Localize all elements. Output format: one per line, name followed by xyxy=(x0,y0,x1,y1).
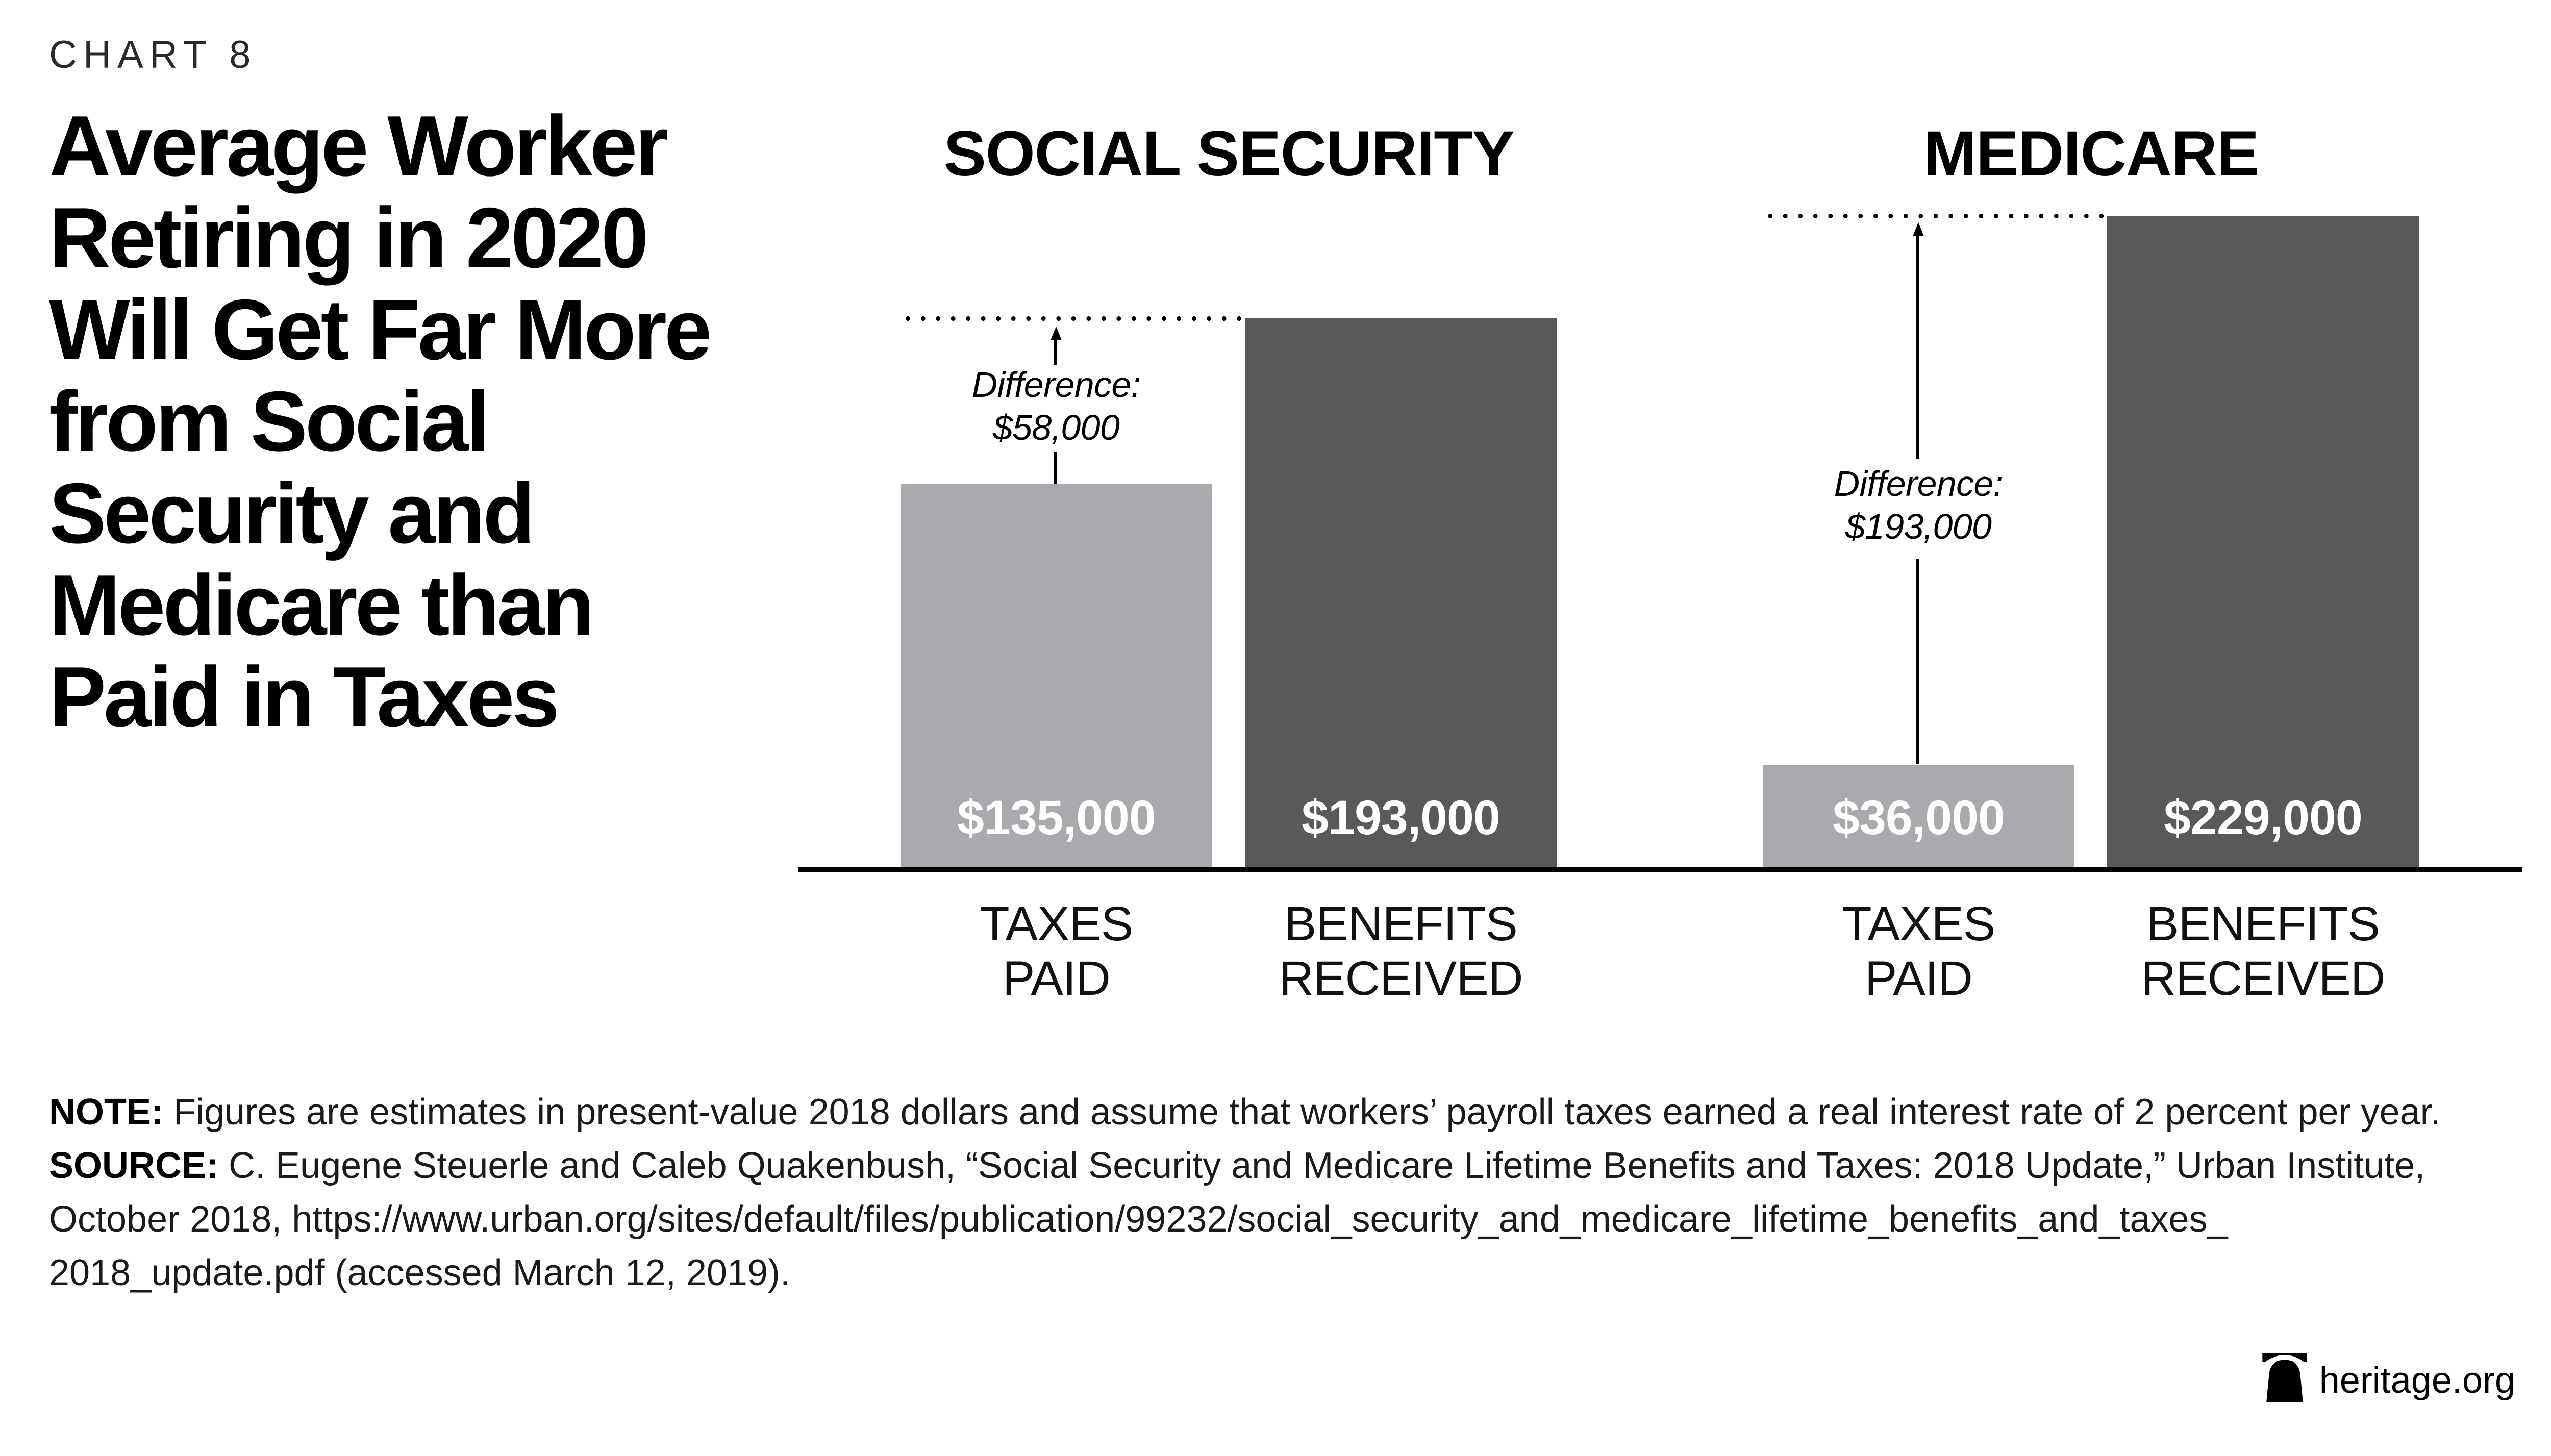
chart-title-line: Medicare than xyxy=(49,557,592,653)
social-security-group-header: SOCIAL SECURITY xyxy=(943,118,1514,189)
source-label: SOURCE: xyxy=(49,1145,219,1186)
note-line xyxy=(49,1086,2508,1139)
liberty-bell-icon xyxy=(2262,1353,2307,1402)
difference-caption: Difference: xyxy=(971,365,1141,405)
category-label-line: RECEIVED xyxy=(2141,951,2385,1006)
chart-title-line: Retiring in 2020 xyxy=(49,190,646,286)
chart-title-line: from Social xyxy=(49,373,488,469)
source-text: 2018_update.pdf (accessed March 12, 2019). xyxy=(49,1252,790,1293)
chart-title-line: Security and xyxy=(49,465,533,561)
category-label-line: RECEIVED xyxy=(1279,951,1523,1006)
x-axis-baseline xyxy=(798,867,2522,872)
note-label: NOTE: xyxy=(49,1092,163,1133)
category-label-line: PAID xyxy=(1003,951,1110,1006)
value-label-ss-taxes: $135,000 xyxy=(957,791,1156,845)
social-security-difference-label xyxy=(852,363,1260,449)
chart-title-line: Will Get Far More xyxy=(49,282,710,378)
footnotes xyxy=(49,1086,2508,1300)
medicare-benefits-level-dotted-line xyxy=(1763,213,2108,219)
category-label-mc-benefits-received xyxy=(2031,897,2495,1006)
source-line xyxy=(49,1246,2508,1300)
category-label-line: TAXES xyxy=(1842,897,1995,951)
category-label-ss-benefits-received xyxy=(1168,897,1633,1006)
category-label-line: TAXES xyxy=(980,897,1133,951)
medicare-difference-arrow-shaft xyxy=(1916,236,1919,459)
medicare-difference-label xyxy=(1714,462,2122,548)
bar-medicare-benefits-received xyxy=(2107,216,2419,867)
category-label-line: BENEFITS xyxy=(2146,897,2380,951)
value-label-mc-taxes: $36,000 xyxy=(1833,791,2005,845)
source-text: October 2018, https://www.urban.org/sites/default/files/publication/99232/social_security_and_medicare_lifetime_benefits_and_taxes_ xyxy=(49,1199,2228,1240)
difference-value: $58,000 xyxy=(992,408,1120,447)
value-label-ss-benefits: $193,000 xyxy=(1302,791,1500,845)
note-text: Figures are estimates in present-value 2018 dollars and assume that workers’ payroll taxes earned a real interest rate of 2 percent per year. xyxy=(173,1092,2441,1133)
social-security-difference-arrow-shaft xyxy=(1054,340,1057,365)
chart-title-line: Paid in Taxes xyxy=(49,649,557,745)
heritage-site-label: heritage.org xyxy=(2319,1360,2515,1401)
social-security-difference-arrow-tail xyxy=(1054,452,1057,484)
medicare-group-header: MEDICARE xyxy=(1923,118,2259,189)
medicare-difference-arrow-tail xyxy=(1916,559,1919,764)
difference-value: $193,000 xyxy=(1845,507,1992,546)
social-security-benefits-level-dotted-line xyxy=(901,316,1245,321)
heritage-branding xyxy=(2262,1353,2515,1402)
difference-caption: Difference: xyxy=(1834,464,2003,504)
value-label-mc-benefits: $229,000 xyxy=(2164,791,2362,845)
chart-title xyxy=(49,100,794,743)
medicare-difference-arrowhead xyxy=(1913,222,1924,236)
chart-number-kicker: CHART 8 xyxy=(49,33,257,77)
chart-title-line: Average Worker xyxy=(49,98,666,194)
category-label-line: PAID xyxy=(1865,951,1972,1006)
source-line xyxy=(49,1139,2508,1193)
bar-social-security-benefits-received xyxy=(1245,318,1557,867)
category-label-line: BENEFITS xyxy=(1284,897,1517,951)
social-security-difference-arrowhead xyxy=(1051,327,1062,340)
source-line xyxy=(49,1193,2508,1246)
source-text: C. Eugene Steuerle and Caleb Quakenbush, “Social Security and Medicare Lifetime Benefits and Taxes: 2018 Update,” Urban Institute, xyxy=(229,1145,2425,1186)
